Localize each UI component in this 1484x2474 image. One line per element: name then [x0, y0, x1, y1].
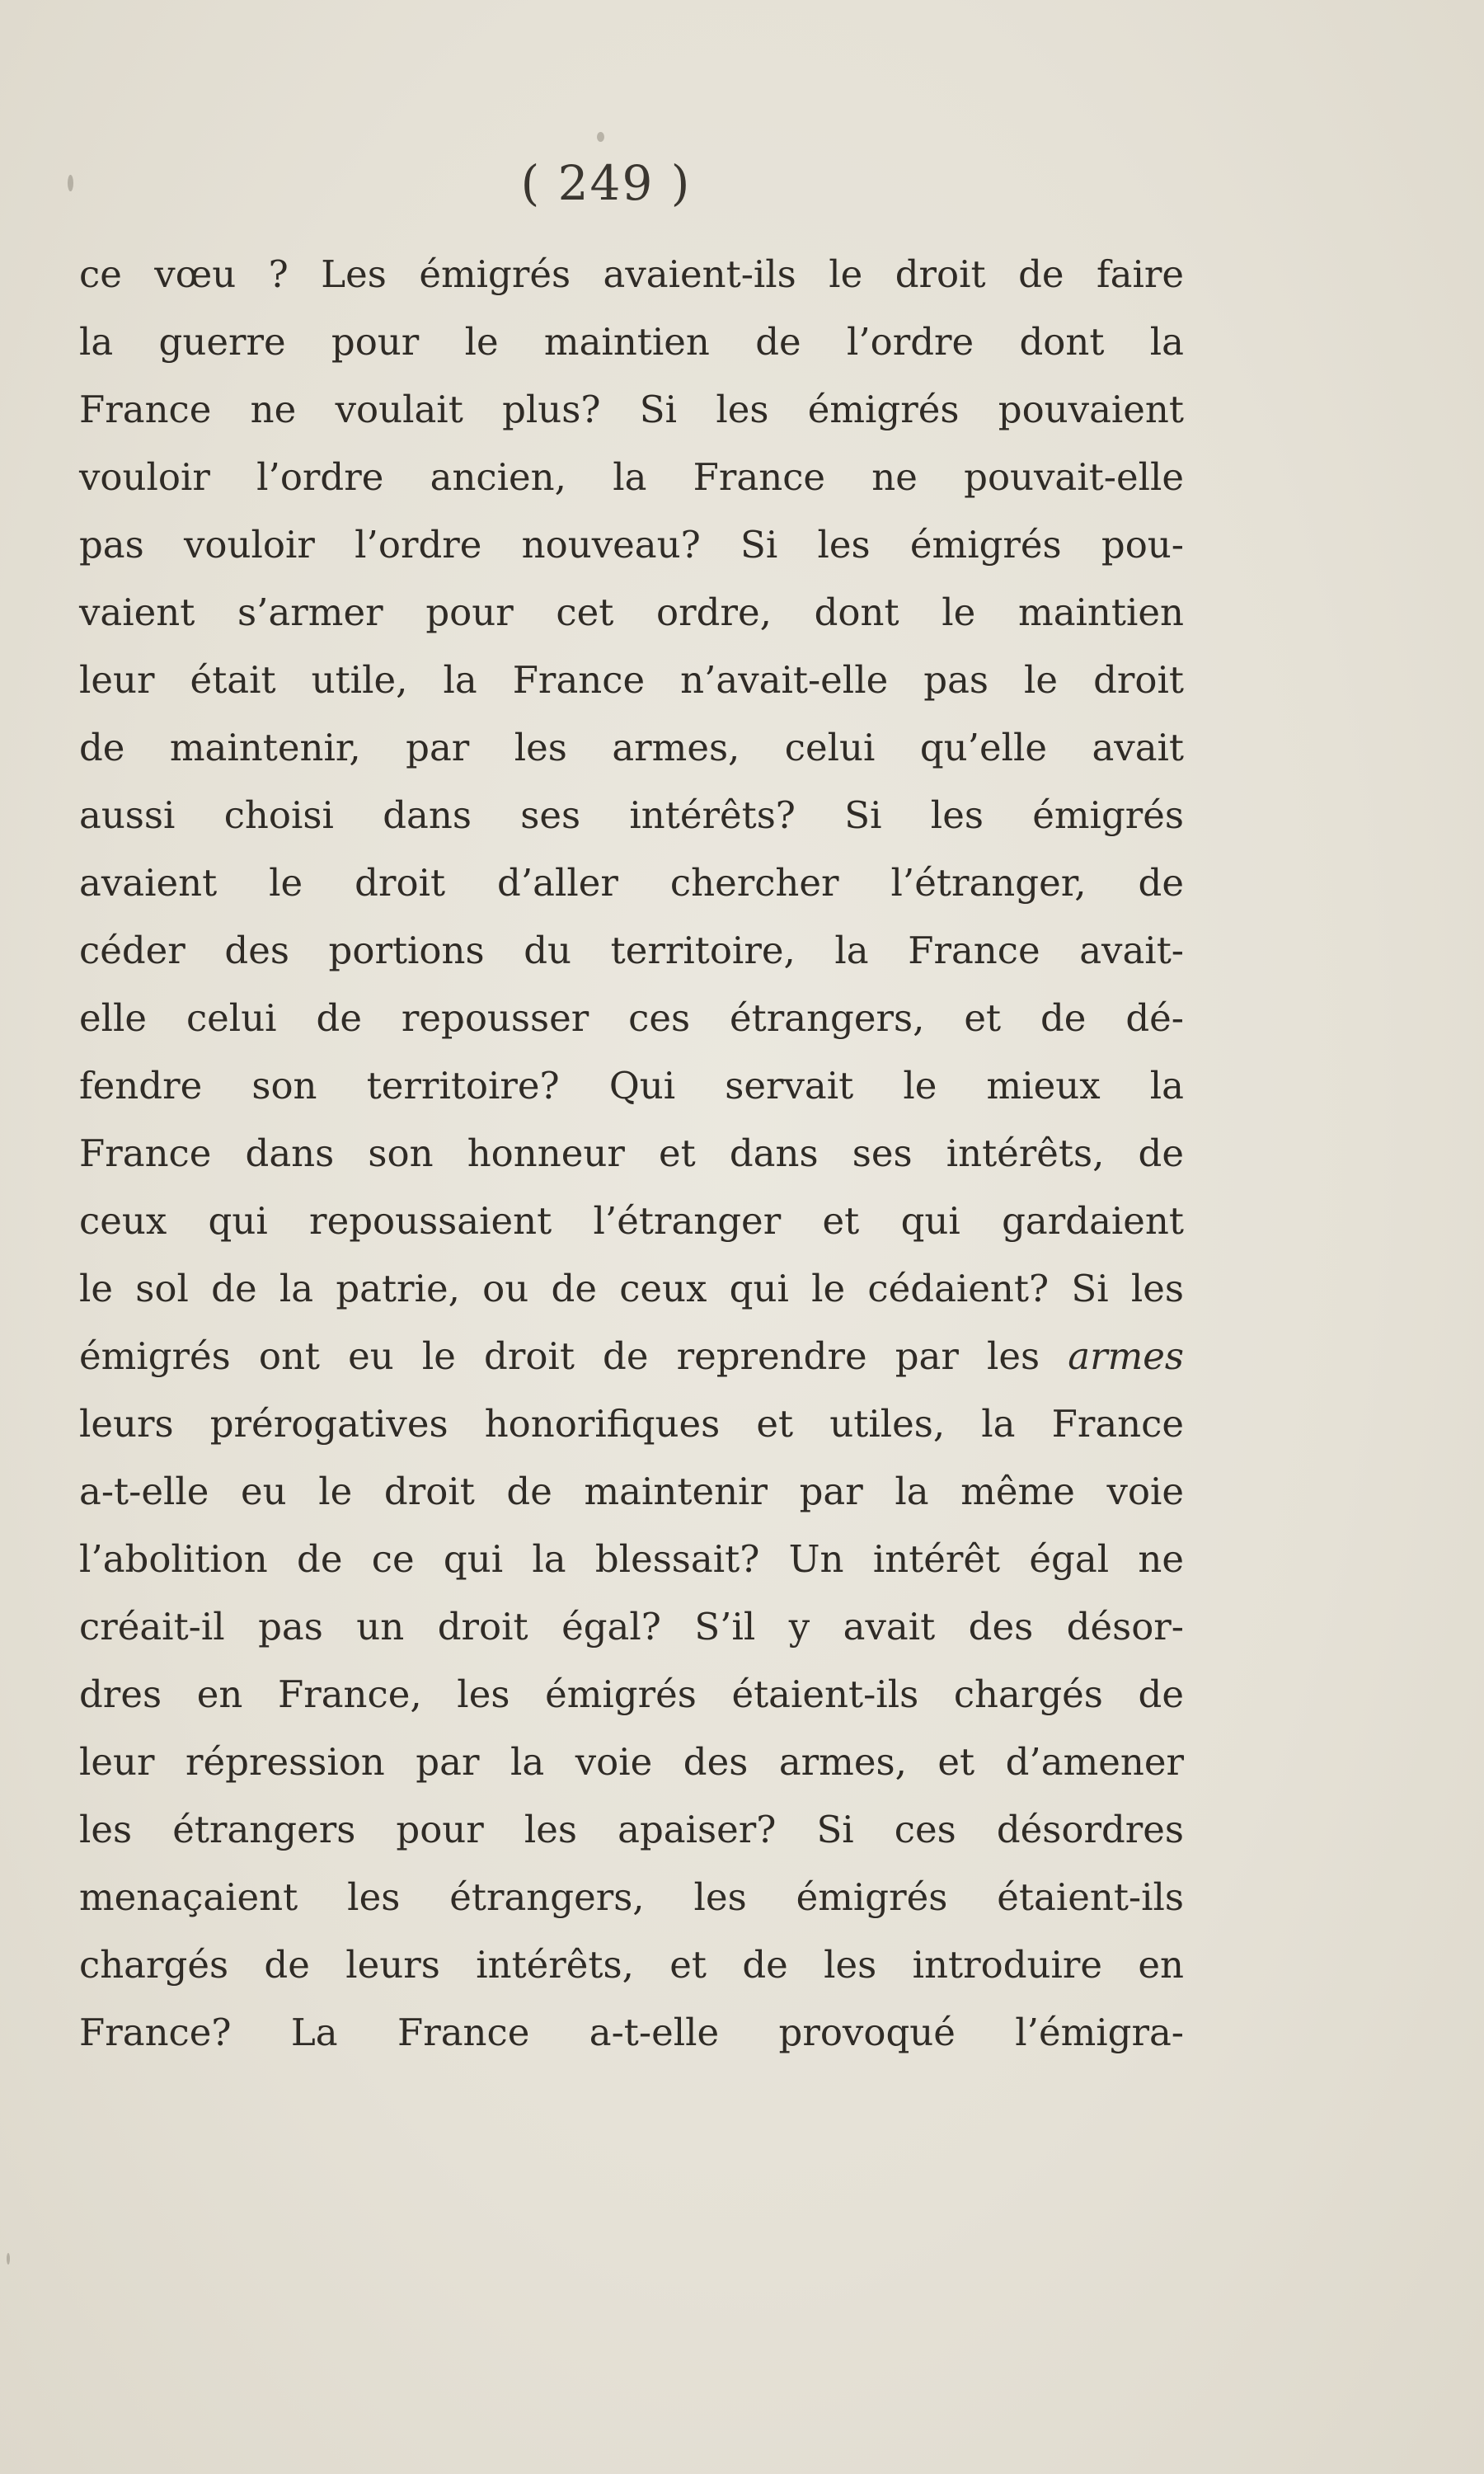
text-line-segment: vouloir l’ordre ancien, la France ne pouvait-elle	[79, 455, 1184, 499]
text-line-segment: chargés de leurs intérêts, et de les introduire en	[79, 1943, 1184, 1987]
text-line-segment: elle celui de repousser ces étrangers, et de dé-	[79, 996, 1184, 1040]
text-line-segment: a-t-elle eu le droit de maintenir par la même voie	[79, 1470, 1184, 1513]
text-line-segment: céder des portions du territoire, la France avait-	[79, 929, 1184, 972]
text-line-segment: ceux qui repoussaient l’étranger et qui gardaient	[79, 1199, 1184, 1243]
text-line	[79, 1526, 1184, 1593]
italic-word: armes	[1068, 1334, 1184, 1378]
text-line	[79, 376, 1184, 444]
text-line-segment: France ne voulait plus? Si les émigrés pouvaient	[79, 388, 1184, 431]
text-line	[79, 849, 1184, 917]
text-line-segment: leurs prérogatives honorifiques et utiles, la France	[79, 1402, 1184, 1446]
text-line-segment: de maintenir, par les armes, celui qu’elle avait	[79, 726, 1184, 769]
text-line	[79, 985, 1184, 1052]
text-line-segment: pas vouloir l’ordre nouveau? Si les émigrés pou-	[79, 523, 1184, 567]
text-line	[79, 1188, 1184, 1255]
text-line-segment: le sol de la patrie, ou de ceux qui le cédaient? Si les	[79, 1267, 1184, 1310]
text-line-segment: fendre son territoire? Qui servait le mieux la	[79, 1064, 1184, 1108]
text-line	[79, 1593, 1184, 1661]
text-line-segment: l’abolition de ce qui la blessait? Un intérêt égal ne	[79, 1537, 1184, 1581]
text-line-segment: ce vœu ? Les émigrés avaient-ils le droit de faire	[79, 252, 1184, 296]
text-line	[79, 714, 1184, 782]
text-line-segment: leur répression par la voie des armes, et d’amener	[79, 1740, 1184, 1784]
text-line	[79, 579, 1184, 647]
text-line-segment: aussi choisi dans ses intérêts? Si les émigrés	[79, 793, 1184, 837]
page-number: ( 249 )	[520, 155, 692, 211]
text-line	[79, 308, 1184, 376]
text-line-segment: leur était utile, la France n’avait-elle pas le droit	[79, 658, 1184, 702]
text-line-segment: France dans son honneur et dans ses intérêts, de	[79, 1131, 1184, 1175]
text-line	[79, 1661, 1184, 1729]
text-line	[79, 1052, 1184, 1120]
text-line	[79, 1729, 1184, 1796]
text-line-segment: France? La France a-t-elle provoqué l’émigra-	[79, 2011, 1184, 2054]
text-line-segment: avaient le droit d’aller chercher l’étranger, de	[79, 861, 1184, 905]
text-line	[79, 1458, 1184, 1526]
text-line	[79, 782, 1184, 849]
text-line	[79, 1120, 1184, 1188]
text-line-segment: dres en France, les émigrés étaient-ils chargés de	[79, 1672, 1184, 1716]
text-line	[79, 1931, 1184, 1999]
text-line-segment: la guerre pour le maintien de l’ordre dont la	[79, 320, 1184, 364]
text-line	[79, 1390, 1184, 1458]
text-line	[79, 1796, 1184, 1864]
text-line-segment: émigrés ont eu le droit de reprendre par les	[79, 1334, 1068, 1378]
text-line	[79, 647, 1184, 714]
text-line	[79, 917, 1184, 985]
text-line	[79, 1864, 1184, 1931]
text-line-segment: créait-il pas un droit égal? S’il y avait des désor-	[79, 1605, 1184, 1649]
text-line-segment: menaçaient les étrangers, les émigrés étaient-ils	[79, 1875, 1184, 1919]
body-text	[79, 241, 1184, 2067]
ink-speck	[7, 2253, 10, 2265]
text-line	[79, 241, 1184, 308]
text-line	[79, 511, 1184, 579]
text-line-segment: vaient s’armer pour cet ordre, dont le maintien	[79, 590, 1184, 634]
text-line	[79, 444, 1184, 511]
text-line-segment: les étrangers pour les apaiser? Si ces désordres	[79, 1808, 1184, 1851]
text-line	[79, 1323, 1184, 1390]
text-line	[79, 1999, 1184, 2067]
ink-speck	[597, 132, 604, 142]
text-line	[79, 1255, 1184, 1323]
